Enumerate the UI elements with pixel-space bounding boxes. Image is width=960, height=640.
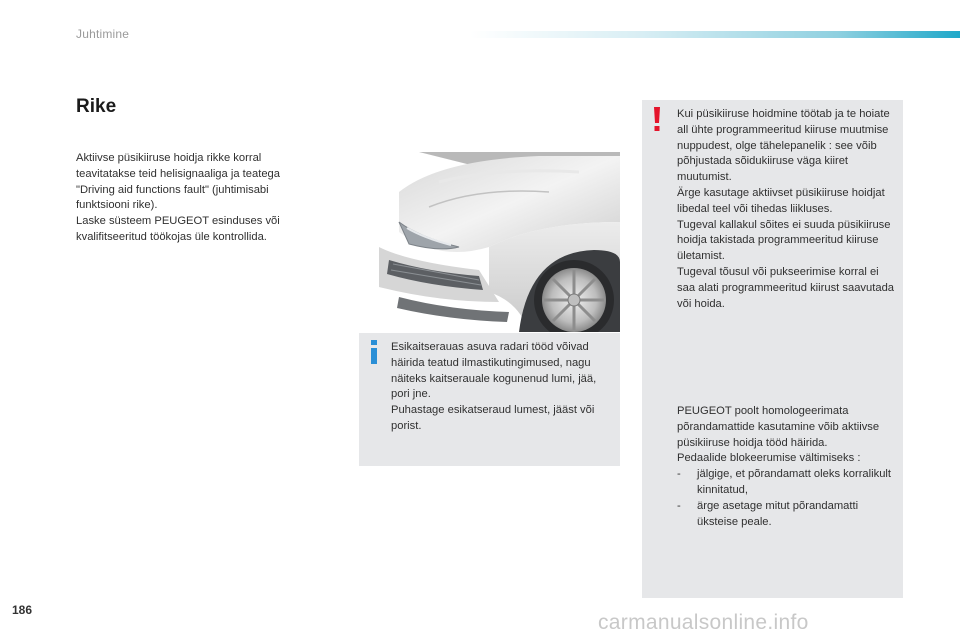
warning-icon (651, 107, 663, 131)
info-paragraph-2: Puhastage esikatseraud lumest, jääst või porist. (391, 404, 595, 432)
warning-note-text-2 (677, 404, 897, 530)
chapter-title: Juhtimine (76, 27, 130, 41)
list-item (677, 499, 897, 531)
warning-paragraph-1: Kui püsikiiruse hoidmine töötab ja te hoiate all ühte programmeeritud kiiruse muutmise nuppudest, olge tähelepanelik : see võib põhjustada sõidukiiruse väga kiiret muutumist. (677, 108, 890, 184)
section-title: Rike (76, 96, 117, 117)
warning-paragraph-3: Tugeval kallakul sõites ei suuda püsikiiruse hoidja takistada programmeeritud kiiruse ületamist. (677, 218, 891, 263)
info-icon (368, 340, 380, 364)
car-front-illustration (379, 152, 620, 332)
list-item-text: jälgige, et põrandamatt oleks korralikult kinnitatud, (697, 468, 892, 496)
warning-note-text (677, 107, 897, 312)
warning-paragraph-5: PEUGEOT poolt homologeerimata põrandamattide kasutamine võib aktiivse püsikiiruse hoidja tööd häirida. (677, 405, 880, 449)
list-item (677, 467, 897, 499)
left-column-text (76, 151, 298, 246)
left-paragraph-2: Laske süsteem PEUGEOT esinduses või kvalifitseeritud töökojas üle kontrollida. (76, 215, 280, 243)
page-number: 186 (12, 603, 33, 617)
list-item-text: ärge asetage mitut põrandamatti üksteise peale. (697, 499, 859, 528)
warning-paragraph-4: Tugeval tõusul või pukseerimise korral ei saa alati programmeeritud kiirust saavutada või hoida. (677, 265, 895, 310)
header-accent-bar (470, 31, 960, 38)
list-dash: - (677, 468, 681, 481)
info-paragraph-1: Esikaitserauas asuva radari tööd võivad häirida teatud ilmastikutingimused, nagu näiteks kaitserauale kogunenud lumi, jää, pori jne. (391, 341, 597, 401)
left-paragraph-1: Aktiivse püsikiiruse hoidja rikke korral teavitatakse teid helisignaaliga ja teatega "Driving aid functions fault" (juhtimisabi funktsiooni rike). (76, 152, 281, 212)
warning-paragraph-2: Ärge kasutage aktiivset püsikiiruse hoidjat libedal teel või tihedas liikluses. (677, 186, 885, 215)
warning-paragraph-6: Pedaalide blokeerumise vältimiseks : (677, 452, 861, 465)
list-dash: - (677, 499, 681, 512)
watermark: carmanualsonline.info (598, 611, 809, 634)
info-note-text (391, 340, 613, 435)
